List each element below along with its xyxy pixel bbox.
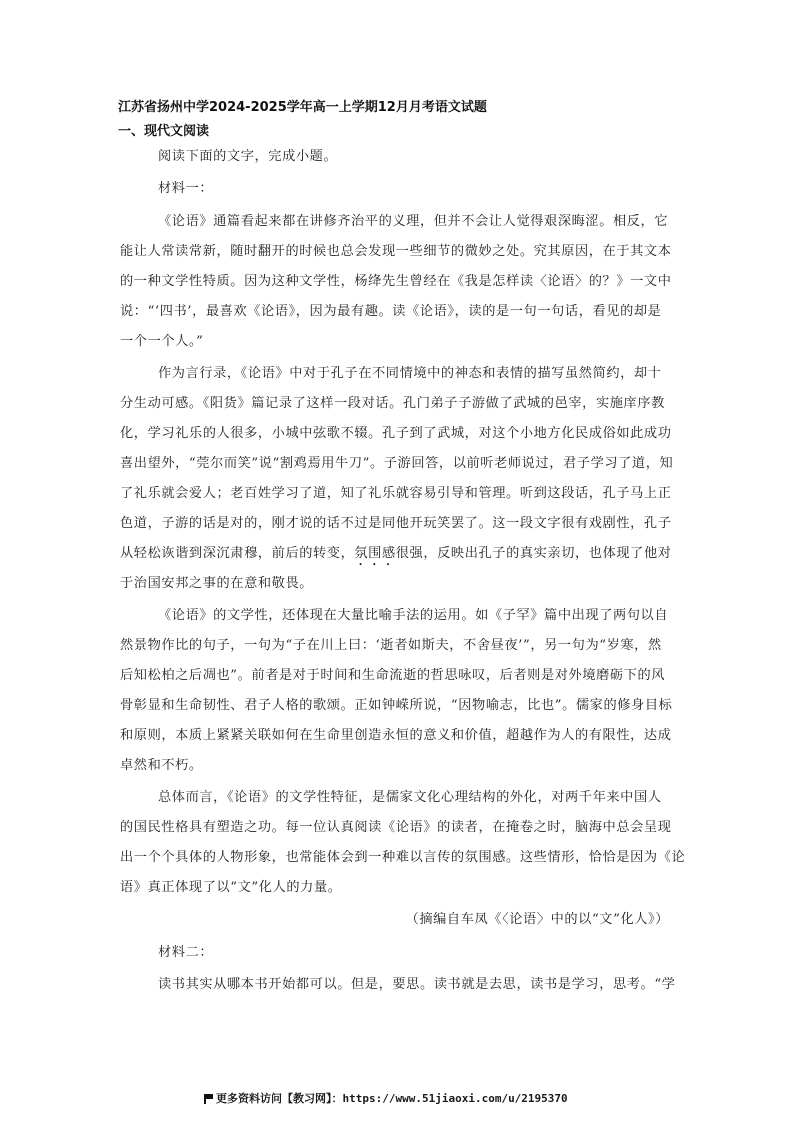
exam-title: 江苏省扬州中学2024-2025学年高一上学期12月月考语文试题 <box>118 100 487 115</box>
line-segment: 很强，反映出孔子的真实亲切，也体现了他对 <box>395 546 672 561</box>
paragraph-line: 分生动可感。《阳货》篇记录了这样一段对话。孔门弟子子游做了武城的邑宰，实施庠序教 <box>120 396 665 411</box>
paragraph-line: 读书其实从哪本书开始都可以。但是，要思。读书就是去思，读书是学习，思考。“学 <box>158 977 676 992</box>
paragraph-line: 的国民性格具有塑造之功。每一位认真阅读《论语》的读者，在掩卷之时，脑海中总会呈现 <box>120 820 672 835</box>
footer-text: 更多资料访问【教习网】：https://www.51jiaoxi.com/u/2195370 <box>216 1092 568 1105</box>
paragraph-line: 能让人常读常新，随时翻开的时候也总会发现一些细节的微妙之处。究其原因，在于其文本 <box>120 244 672 259</box>
paragraph-line: 的一种文学性特质。因为这种文学性，杨绛先生曾经在《我是怎样读〈论语〉的？》一文中 <box>120 274 672 289</box>
paragraph-line: 一个一个人。” <box>120 334 204 349</box>
paragraph-line: 于治国安邦之事的在意和敬畏。 <box>120 576 314 591</box>
paragraph-line: 出一个个具体的人物形象，也常能体会到一种难以言传的氛围感。这些情形，恰恰是因为《论 <box>120 850 686 865</box>
paragraph-line: 总体而言，《论语》的文学性特征，是儒家文化心理结构的外化，对两千年来中国人 <box>158 790 662 805</box>
material-two-label: 材料二： <box>158 945 214 960</box>
emphasized-term: 氛围感 <box>354 546 396 561</box>
flag-icon <box>204 1094 213 1103</box>
paragraph-line: 卓然和不朽。 <box>120 758 203 773</box>
paragraph-line: 语》真正体现了以“文”化人的力量。 <box>120 880 342 895</box>
instruction-text: 阅读下面的文字，完成小题。 <box>158 149 338 164</box>
paragraph-line: 说：“‘四书’，最喜欢《论语》，因为最有趣。读《论语》，读的是一句一句话，看见的却是 <box>120 304 662 319</box>
paragraph-line: 《论语》的文学性，还体现在大量比喻手法的运用。如《子罕》篇中出现了两句以自 <box>158 608 669 623</box>
paragraph-line: 了礼乐就会爱人；老百姓学习了道，知了礼乐就容易引导和管理。听到这段话，孔子马上正 <box>120 486 672 501</box>
paragraph-line <box>120 542 672 569</box>
paragraph-line: 化，学习礼乐的人很多，小城中弦歌不辍。孔子到了武城，对这个小地方化民成俗如此成功 <box>120 426 672 441</box>
paragraph-line: 然景物作比的句子，一句为“子在川上曰：‘逝者如斯夫，不舍昼夜’”，另一句为“岁寒，然 <box>120 638 662 653</box>
paragraph-line: 和原则，本质上紧紧关联如何在生命里创造永恒的意义和价值，超越作为人的有限性，达成 <box>120 728 672 743</box>
material-one-label: 材料一： <box>158 181 214 196</box>
paragraph-line: 喜出望外，“莞尔而笑”说“割鸡焉用牛刀”。子游回答，以前听老师说过，君子学习了道，知 <box>120 456 674 471</box>
paragraph-line: 作为言行录，《论语》中对于孔子在不同情境中的神态和表情的描写虽然简约，却十 <box>158 366 662 381</box>
paragraph-line: 色道，子游的话是对的，刚才说的话不过是同他开玩笑罢了。这一段文字很有戏剧性，孔子 <box>120 516 672 531</box>
paragraph-line: 《论语》通篇看起来都在讲修齐治平的义理，但并不会让人觉得艰深晦涩。相反，它 <box>158 214 669 229</box>
line-segment: 从轻松诙谐到深沉肃穆，前后的转变， <box>120 546 355 561</box>
paragraph-line: 后知松柏之后凋也”。前者是对于时间和生命流逝的哲思咏叹，后者则是对外境磨砺下的风 <box>120 668 666 683</box>
footer-link[interactable] <box>204 1090 568 1106</box>
source-citation: （摘编自车凤《〈论语〉中的以“文”化人》） <box>405 912 669 927</box>
paragraph-line: 骨彰显和生命韧性、君子人格的歌颂。正如钟嵘所说，“因物喻志，比也”。儒家的修身目标 <box>120 698 673 713</box>
section-heading: 一、现代文阅读 <box>118 124 210 139</box>
